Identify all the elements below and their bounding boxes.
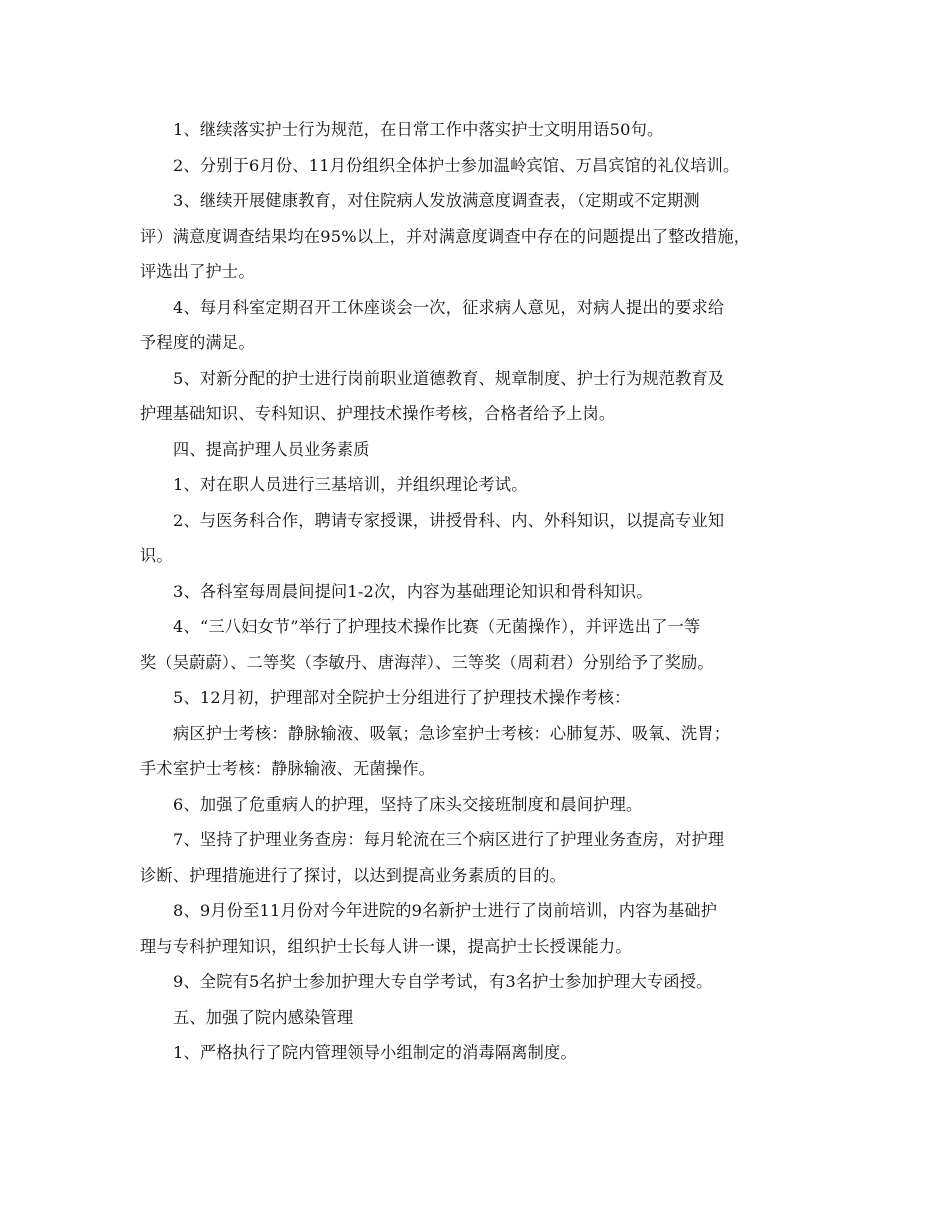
text-line: 护理基础知识、专科知识、护理技术操作考核，合格者给予上岗。 <box>140 404 616 423</box>
text-line: 1、对在职人员进行三基培训，并组织理论考试。 <box>173 475 528 494</box>
text-line: 3、继续开展健康教育，对住院病人发放满意度调查表，（定期或不定期测 <box>173 191 700 210</box>
paragraph <box>140 609 820 680</box>
text-line: 3、各科室每周晨间提问1-2次，内容为基础理论知识和骨科知识。 <box>173 581 653 601</box>
text-line: 5、对新分配的护士进行岗前职业道德教育、规章制度、护士行为规范教育及 <box>173 368 725 388</box>
heading-text: 五、加强了院内感染管理 <box>173 1007 354 1027</box>
document-page <box>140 112 820 1071</box>
text-line: 评）满意度调查结果均在95%以上，并对满意度调查中存在的问题提出了整改措施， <box>140 226 751 246</box>
section-heading <box>140 432 820 468</box>
text-line: 2、与医务科合作，聘请专家授课，讲授骨科、内、外科知识，以提高专业知 <box>173 510 725 530</box>
paragraph <box>140 183 820 290</box>
paragraph <box>140 822 820 893</box>
text-line: 2、分别于6月份、11月份组织全体护士参加温岭宾馆、万昌宾馆的礼仪培训。 <box>173 155 740 175</box>
paragraph <box>140 503 820 574</box>
paragraph <box>140 716 820 787</box>
text-line: 8、9月份至11月份对今年进院的9名新护士进行了岗前培训，内容为基础护 <box>173 901 718 920</box>
text-line: 手术室护士考核：静脉输液、无菌操作。 <box>140 759 435 778</box>
text-line: 识。 <box>140 546 173 565</box>
text-line: 评选出了护士。 <box>140 262 255 281</box>
text-line: 7、坚持了护理业务查房：每月轮流在三个病区进行了护理业务查房，对护理 <box>173 830 725 849</box>
heading-text: 四、提高护理人员业务素质 <box>173 439 370 459</box>
text-line: 1、继续落实护士行为规范，在日常工作中落实护士文明用语50句。 <box>173 120 664 139</box>
paragraph <box>140 112 820 148</box>
text-line: 理与专科护理知识，组织护士长每人讲一课，提高护士长授课能力。 <box>140 936 632 956</box>
section-heading <box>140 1000 820 1036</box>
paragraph <box>140 893 820 964</box>
paragraph <box>140 1035 820 1071</box>
paragraph <box>140 467 820 503</box>
text-line: 1、严格执行了院内管理领导小组制定的消毒隔离制度。 <box>173 1043 577 1062</box>
text-line: 4、每月科室定期召开工休座谈会一次，征求病人意见，对病人提出的要求给 <box>173 297 725 317</box>
paragraph <box>140 148 820 184</box>
text-line: 予程度的满足。 <box>140 333 255 352</box>
paragraph <box>140 361 820 432</box>
text-line: 6、加强了危重病人的护理，坚持了床头交接班制度和晨间护理。 <box>173 794 643 814</box>
text-line: 5、12月初，护理部对全院护士分组进行了护理技术操作考核： <box>173 688 631 707</box>
text-line: 病区护士考核：静脉输液、吸氧；急诊室护士考核：心肺复苏、吸氧、洗胃； <box>173 723 731 743</box>
paragraph <box>140 290 820 361</box>
text-line: 9、全院有5名护士参加护理大专自学考试，有3名护士参加护理大专函授。 <box>173 972 713 991</box>
paragraph <box>140 787 820 823</box>
paragraph <box>140 680 820 716</box>
text-line: 诊断、护理措施进行了探讨，以达到提高业务素质的目的。 <box>140 865 567 885</box>
paragraph <box>140 964 820 1000</box>
text-line: 4、“三八妇女节”举行了护理技术操作比赛（无菌操作），并评选出了一等 <box>173 617 701 636</box>
text-line: 奖（吴蔚蔚）、二等奖（李敏丹、唐海萍）、三等奖（周莉君）分别给予了奖励。 <box>140 652 714 672</box>
paragraph <box>140 574 820 610</box>
